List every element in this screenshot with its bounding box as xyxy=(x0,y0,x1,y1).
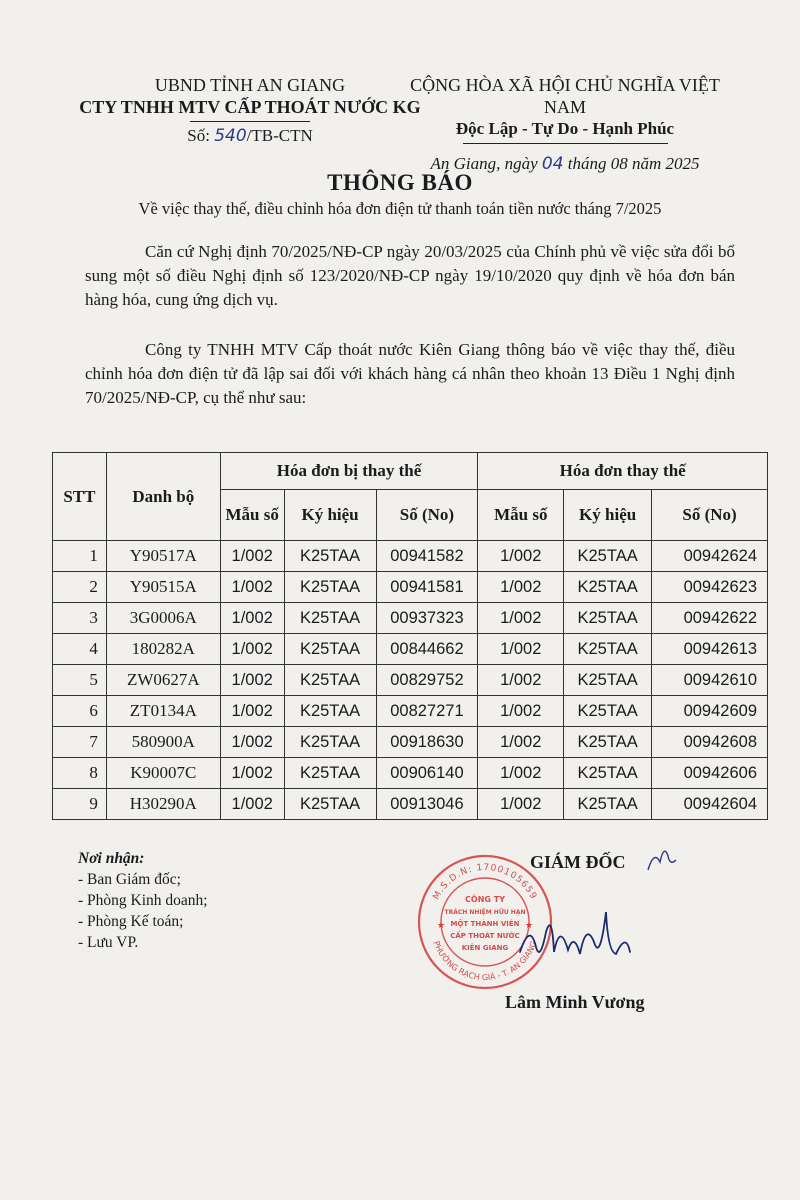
cell-so-new: 00942604 xyxy=(652,789,768,820)
cell-danh-bo: 3G0006A xyxy=(106,603,220,634)
seal-outer-text: M.S.D.N: 1700105659 xyxy=(431,862,539,902)
header-left-rule xyxy=(190,121,310,122)
table-row xyxy=(53,603,768,634)
cell-so-old: 00937323 xyxy=(376,603,478,634)
recipient-item: - Ban Giám đốc; xyxy=(78,871,181,888)
cell-mau-so-old: 1/002 xyxy=(220,603,284,634)
cell-stt: 2 xyxy=(53,572,107,603)
cell-ky-hieu-old: K25TAA xyxy=(284,603,376,634)
cell-stt: 3 xyxy=(53,603,107,634)
cell-ky-hieu-new: K25TAA xyxy=(564,572,652,603)
seal-line: KIÊN GIANG xyxy=(461,944,509,952)
recipient-item: - Lưu VP. xyxy=(78,934,139,951)
date-suffix: tháng 08 năm 2025 xyxy=(563,154,700,173)
cell-so-new: 00942613 xyxy=(652,634,768,665)
table-row xyxy=(53,541,768,572)
cell-mau-so-old: 1/002 xyxy=(220,665,284,696)
recipient-item: - Phòng Kinh doanh; xyxy=(78,892,208,909)
cell-ky-hieu-old: K25TAA xyxy=(284,634,376,665)
cell-ky-hieu-new: K25TAA xyxy=(564,665,652,696)
recipient-item: - Phòng Kế toán; xyxy=(78,913,184,930)
cell-mau-so-new: 1/002 xyxy=(478,603,564,634)
cell-ky-hieu-new: K25TAA xyxy=(564,634,652,665)
table-row xyxy=(53,665,768,696)
date-prefix: An Giang, ngày xyxy=(430,154,542,173)
cell-ky-hieu-old: K25TAA xyxy=(284,541,376,572)
cell-mau-so-new: 1/002 xyxy=(478,665,564,696)
nation-name: CỘNG HÒA XÃ HỘI CHỦ NGHĨA VIỆT NAM xyxy=(410,75,720,117)
cell-so-new: 00942608 xyxy=(652,727,768,758)
col-header-stt: STT xyxy=(53,453,107,541)
cell-so-new: 00942624 xyxy=(652,541,768,572)
cell-mau-so-new: 1/002 xyxy=(478,727,564,758)
cell-mau-so-old: 1/002 xyxy=(220,696,284,727)
col-header-mau-so-new: Mẫu số xyxy=(478,490,564,541)
doc-no-prefix: Số: xyxy=(187,126,215,145)
handwritten-signature-icon xyxy=(510,892,660,972)
cell-stt: 9 xyxy=(53,789,107,820)
cell-ky-hieu-old: K25TAA xyxy=(284,758,376,789)
cell-stt: 7 xyxy=(53,727,107,758)
seal-bottom-text: PHƯỜNG RẠCH GIÁ - T. AN GIANG xyxy=(431,939,539,983)
table-header-row-groups xyxy=(53,453,768,490)
cell-danh-bo: 580900A xyxy=(106,727,220,758)
cell-stt: 1 xyxy=(53,541,107,572)
cell-stt: 4 xyxy=(53,634,107,665)
cell-so-new: 00942606 xyxy=(652,758,768,789)
cell-ky-hieu-new: K25TAA xyxy=(564,603,652,634)
signer-name: Lâm Minh Vương xyxy=(505,992,645,1012)
date-day-handwritten: 04 xyxy=(541,154,564,174)
header-left xyxy=(70,74,430,146)
cell-mau-so-old: 1/002 xyxy=(220,789,284,820)
table-row xyxy=(53,758,768,789)
svg-text:★: ★ xyxy=(525,920,534,930)
cell-mau-so-new: 1/002 xyxy=(478,758,564,789)
cell-danh-bo: Y90517A xyxy=(106,541,220,572)
cell-so-new: 00942623 xyxy=(652,572,768,603)
svg-text:★: ★ xyxy=(437,920,446,930)
cell-mau-so-new: 1/002 xyxy=(478,572,564,603)
group-header-replaced: Hóa đơn bị thay thế xyxy=(220,453,478,490)
invoice-table xyxy=(52,452,768,820)
table-row xyxy=(53,727,768,758)
recipients-title: Nơi nhận: xyxy=(78,850,145,867)
table-row xyxy=(53,789,768,820)
cell-ky-hieu-old: K25TAA xyxy=(284,727,376,758)
authority-name: UBND TỈNH AN GIANG xyxy=(154,75,346,95)
invoice-table-body xyxy=(53,541,768,820)
cell-danh-bo: K90007C xyxy=(106,758,220,789)
cell-ky-hieu-new: K25TAA xyxy=(564,727,652,758)
cell-stt: 6 xyxy=(53,696,107,727)
cell-so-old: 00941582 xyxy=(376,541,478,572)
paragraph-legal-basis: Căn cứ Nghị định 70/2025/NĐ-CP ngày 20/03/2025 của Chính phủ về việc sửa đổi bổ sung một số điều Nghị định số 123/2020/NĐ-CP ngày 19/10/2020 quy định về hóa đơn bán hàng hóa, cung ứng dịch vụ. xyxy=(85,242,735,309)
cell-so-old: 00827271 xyxy=(376,696,478,727)
cell-so-old: 00906140 xyxy=(376,758,478,789)
cell-danh-bo: 180282A xyxy=(106,634,220,665)
cell-mau-so-old: 1/002 xyxy=(220,634,284,665)
cell-so-old: 00913046 xyxy=(376,789,478,820)
doc-no-suffix: /TB-CTN xyxy=(246,126,313,145)
cell-mau-so-new: 1/002 xyxy=(478,541,564,572)
header-right xyxy=(395,74,735,174)
document-title: THÔNG BÁO xyxy=(327,170,473,195)
signer-role: GIÁM ĐỐC xyxy=(530,852,626,872)
seal-line: TRÁCH NHIỆM HỮU HẠN xyxy=(444,909,526,916)
header-right-rule xyxy=(463,143,668,144)
cell-ky-hieu-old: K25TAA xyxy=(284,696,376,727)
cell-ky-hieu-old: K25TAA xyxy=(284,665,376,696)
cell-mau-so-new: 1/002 xyxy=(478,696,564,727)
cell-mau-so-new: 1/002 xyxy=(478,634,564,665)
cell-ky-hieu-new: K25TAA xyxy=(564,789,652,820)
cell-so-old: 00941581 xyxy=(376,572,478,603)
national-motto: Độc Lập - Tự Do - Hạnh Phúc xyxy=(455,119,675,138)
cell-mau-so-old: 1/002 xyxy=(220,758,284,789)
document-number xyxy=(70,126,430,146)
seal-line: CÔNG TY xyxy=(465,895,505,904)
cell-ky-hieu-old: K25TAA xyxy=(284,572,376,603)
paragraph-announcement: Công ty TNHH MTV Cấp thoát nước Kiên Giang thông báo về việc thay thế, điều chỉnh hóa đơn điện tử đã lập sai đối với khách hàng cá nhân theo khoản 13 Điều 1 Nghị định 70/2025/NĐ-CP, cụ thể như sau: xyxy=(85,340,735,407)
col-header-ky-hieu-old: Ký hiệu xyxy=(284,490,376,541)
cell-mau-so-old: 1/002 xyxy=(220,541,284,572)
group-header-replacement: Hóa đơn thay thế xyxy=(478,453,768,490)
cell-ky-hieu-new: K25TAA xyxy=(564,541,652,572)
document-subtitle: Về việc thay thế, điều chỉnh hóa đơn điện tử thanh toán tiền nước tháng 7/2025 xyxy=(138,199,662,218)
cell-danh-bo: Y90515A xyxy=(106,572,220,603)
cell-so-old: 00844662 xyxy=(376,634,478,665)
cell-ky-hieu-old: K25TAA xyxy=(284,789,376,820)
cell-so-old: 00829752 xyxy=(376,665,478,696)
cell-mau-so-old: 1/002 xyxy=(220,727,284,758)
cell-mau-so-new: 1/002 xyxy=(478,789,564,820)
cell-ky-hieu-new: K25TAA xyxy=(564,758,652,789)
recipients-block xyxy=(78,848,208,953)
col-header-so-new: Số (No) xyxy=(652,490,768,541)
company-name: CTY TNHH MTV CẤP THOÁT NƯỚC KG xyxy=(79,97,421,117)
cell-danh-bo: ZT0134A xyxy=(106,696,220,727)
col-header-mau-so-old: Mẫu số xyxy=(220,490,284,541)
table-row xyxy=(53,572,768,603)
col-header-danh-bo: Danh bộ xyxy=(106,453,220,541)
cell-danh-bo: ZW0627A xyxy=(106,665,220,696)
cell-so-new: 00942622 xyxy=(652,603,768,634)
cell-mau-so-old: 1/002 xyxy=(220,572,284,603)
seal-line: CẤP THOÁT NƯỚC xyxy=(450,932,520,940)
cell-ky-hieu-new: K25TAA xyxy=(564,696,652,727)
col-header-so-old: Số (No) xyxy=(376,490,478,541)
initial-mark-icon xyxy=(640,840,680,880)
table-row xyxy=(53,634,768,665)
cell-danh-bo: H30290A xyxy=(106,789,220,820)
col-header-ky-hieu-new: Ký hiệu xyxy=(564,490,652,541)
cell-stt: 8 xyxy=(53,758,107,789)
seal-line: MỘT THÀNH VIÊN xyxy=(450,920,520,928)
table-row xyxy=(53,696,768,727)
doc-no-handwritten: 540 xyxy=(214,126,247,146)
cell-so-new: 00942609 xyxy=(652,696,768,727)
cell-stt: 5 xyxy=(53,665,107,696)
cell-so-new: 00942610 xyxy=(652,665,768,696)
cell-so-old: 00918630 xyxy=(376,727,478,758)
